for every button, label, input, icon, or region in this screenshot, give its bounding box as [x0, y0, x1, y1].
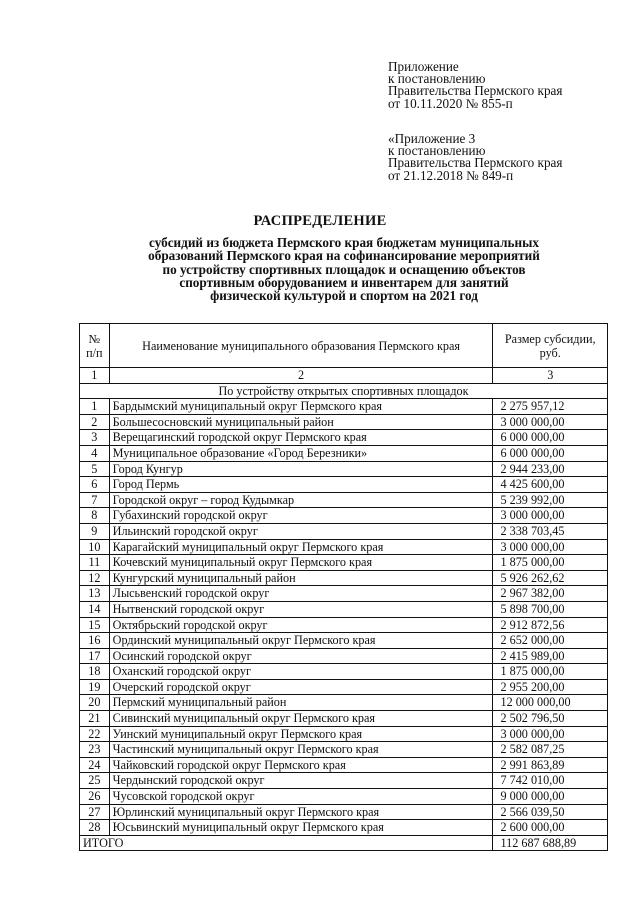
row-subsidy-amount: 2 600 000,00	[493, 820, 608, 836]
table-row	[80, 789, 608, 805]
annex-block	[388, 61, 562, 110]
row-number: 17	[80, 648, 110, 664]
annex3-line: от 21.12.2018 № 849-п	[388, 167, 514, 183]
table-row	[80, 742, 608, 758]
table-row	[80, 711, 608, 727]
row-municipality-name: Лысьвенский городской округ	[109, 586, 493, 602]
row-municipality-name: Ординский муниципальный округ Пермского края	[109, 633, 493, 649]
column-number-row	[80, 368, 608, 384]
row-subsidy-amount: 4 425 600,00	[493, 477, 608, 493]
row-subsidy-amount: 2 566 039,50	[493, 804, 608, 820]
row-subsidy-amount: 6 000 000,00	[493, 445, 608, 461]
row-municipality-name: Уинский муниципальный округ Пермского края	[109, 726, 493, 742]
row-subsidy-amount: 2 415 989,00	[493, 648, 608, 664]
table-row	[80, 679, 608, 695]
row-subsidy-amount: 9 000 000,00	[493, 789, 608, 805]
annex-line: Приложение	[388, 59, 459, 74]
row-municipality-name: Кочевский муниципальный округ Пермского края	[109, 555, 493, 571]
row-number: 27	[80, 804, 110, 820]
row-subsidy-amount: 3 000 000,00	[493, 726, 608, 742]
row-municipality-name: Сивинский муниципальный округ Пермского края	[109, 711, 493, 727]
row-number: 20	[80, 695, 110, 711]
subtitle-line: образований Пермского края на софинансирование мероприятий	[148, 248, 540, 264]
document-title: РАСПРЕДЕЛЕНИЕ	[253, 213, 387, 229]
header-number: № п/п	[80, 324, 110, 368]
row-number: 3	[80, 430, 110, 446]
annex3-block	[388, 133, 562, 182]
row-municipality-name: Юсьвинский муниципальный округ Пермского края	[109, 820, 493, 836]
header-amount: Размер субсидии, руб.	[493, 324, 608, 368]
row-number: 11	[80, 555, 110, 571]
table-row	[80, 430, 608, 446]
subsidy-table	[79, 323, 608, 851]
row-number: 28	[80, 820, 110, 836]
table-row	[80, 804, 608, 820]
table-row	[80, 508, 608, 524]
row-number: 12	[80, 570, 110, 586]
row-subsidy-amount: 2 652 000,00	[493, 633, 608, 649]
row-subsidy-amount: 2 944 233,00	[493, 461, 608, 477]
table-row	[80, 461, 608, 477]
row-municipality-name: Чердынский городской округ	[109, 773, 493, 789]
annex-line: к постановлению	[388, 71, 486, 87]
annex3-line: «Приложение 3	[388, 131, 476, 146]
table-row	[80, 539, 608, 555]
table-row	[80, 726, 608, 742]
table-row	[80, 414, 608, 430]
table-row	[80, 586, 608, 602]
row-municipality-name: Пермский муниципальный район	[109, 695, 493, 711]
row-subsidy-amount: 2 991 863,89	[493, 757, 608, 773]
row-municipality-name: Оханский городской округ	[109, 664, 493, 680]
row-municipality-name: Город Кунгур	[109, 461, 493, 477]
table-row	[80, 477, 608, 493]
row-number: 24	[80, 757, 110, 773]
row-subsidy-amount: 3 000 000,00	[493, 508, 608, 524]
row-number: 1	[80, 399, 110, 415]
row-subsidy-amount: 2 912 872,56	[493, 617, 608, 633]
row-municipality-name: Губахинский городской округ	[109, 508, 493, 524]
row-number: 6	[80, 477, 110, 493]
table-row	[80, 820, 608, 836]
row-municipality-name: Чайковский городской округ Пермского края	[109, 757, 493, 773]
row-municipality-name: Бардымский муниципальный округ Пермского края	[109, 399, 493, 415]
total-label: ИТОГО	[80, 835, 493, 851]
row-number: 19	[80, 679, 110, 695]
row-municipality-name: Нытвенский городской округ	[109, 601, 493, 617]
annex-line: от 10.11.2020 № 855-п	[388, 95, 513, 111]
row-municipality-name: Юрлинский муниципальный округ Пермского края	[109, 804, 493, 820]
total-amount: 112 687 688,89	[493, 835, 608, 851]
row-municipality-name: Чусовской городской округ	[109, 789, 493, 805]
row-municipality-name: Городской округ – город Кудымкар	[109, 492, 493, 508]
annex-line: Правительства Пермского края	[388, 83, 563, 99]
row-number: 8	[80, 508, 110, 524]
table-row	[80, 617, 608, 633]
row-subsidy-amount: 3 000 000,00	[493, 414, 608, 430]
row-number: 2	[80, 414, 110, 430]
row-number: 5	[80, 461, 110, 477]
document-subtitle	[96, 236, 592, 302]
row-subsidy-amount: 2 338 703,45	[493, 523, 608, 539]
row-municipality-name: Ильинский городской округ	[109, 523, 493, 539]
subtitle-line: спортивным оборудованием и инвентарем для занятий	[179, 274, 509, 290]
header-name: Наименование муниципального образования Пермского края	[109, 324, 493, 368]
row-number: 18	[80, 664, 110, 680]
table-row	[80, 648, 608, 664]
table-row	[80, 664, 608, 680]
table-row	[80, 445, 608, 461]
row-municipality-name: Муниципальное образование «Город Березники»	[109, 445, 493, 461]
row-subsidy-amount: 5 239 992,00	[493, 492, 608, 508]
column-number: 3	[493, 368, 608, 384]
row-municipality-name: Октябрьский городской округ	[109, 617, 493, 633]
row-subsidy-amount: 7 742 010,00	[493, 773, 608, 789]
table-row	[80, 773, 608, 789]
table-row	[80, 555, 608, 571]
row-number: 26	[80, 789, 110, 805]
row-municipality-name: Осинский городской округ	[109, 648, 493, 664]
row-municipality-name: Частинский муниципальный округ Пермского края	[109, 742, 493, 758]
table-row	[80, 633, 608, 649]
row-number: 9	[80, 523, 110, 539]
table-row	[80, 570, 608, 586]
table-row	[80, 757, 608, 773]
subtitle-line: по устройству спортивных площадок и оснащению объектов	[162, 261, 526, 277]
section-title: По устройству открытых спортивных площадок	[80, 383, 608, 399]
annex3-line: к постановлению	[388, 143, 486, 159]
row-number: 16	[80, 633, 110, 649]
row-number: 15	[80, 617, 110, 633]
table-row	[80, 492, 608, 508]
row-municipality-name: Карагайский муниципальный округ Пермского края	[109, 539, 493, 555]
table-header-row	[80, 324, 608, 368]
column-number: 2	[109, 368, 493, 384]
row-number: 14	[80, 601, 110, 617]
row-subsidy-amount: 1 875 000,00	[493, 555, 608, 571]
row-number: 25	[80, 773, 110, 789]
row-number: 13	[80, 586, 110, 602]
row-number: 10	[80, 539, 110, 555]
row-municipality-name: Большесосновский муниципальный район	[109, 414, 493, 430]
row-number: 7	[80, 492, 110, 508]
row-municipality-name: Кунгурский муниципальный район	[109, 570, 493, 586]
total-row	[80, 835, 608, 851]
table-row	[80, 523, 608, 539]
table-row	[80, 399, 608, 415]
row-subsidy-amount: 2 582 087,25	[493, 742, 608, 758]
row-subsidy-amount: 2 967 382,00	[493, 586, 608, 602]
row-subsidy-amount: 2 502 796,50	[493, 711, 608, 727]
annex3-line: Правительства Пермского края	[388, 155, 563, 171]
section-row	[80, 383, 608, 399]
row-subsidy-amount: 2 955 200,00	[493, 679, 608, 695]
table-row	[80, 601, 608, 617]
row-subsidy-amount: 5 898 700,00	[493, 601, 608, 617]
row-subsidy-amount: 3 000 000,00	[493, 539, 608, 555]
row-number: 21	[80, 711, 110, 727]
row-subsidy-amount: 1 875 000,00	[493, 664, 608, 680]
subtitle-line: субсидий из бюджета Пермского края бюджетам муниципальных	[149, 235, 539, 250]
row-number: 23	[80, 742, 110, 758]
row-municipality-name: Верещагинский городской округ Пермского края	[109, 430, 493, 446]
row-subsidy-amount: 6 000 000,00	[493, 430, 608, 446]
table-row	[80, 695, 608, 711]
row-subsidy-amount: 12 000 000,00	[493, 695, 608, 711]
row-subsidy-amount: 5 926 262,62	[493, 570, 608, 586]
subtitle-line: физической культурой и спортом на 2021 год	[210, 288, 478, 304]
row-number: 4	[80, 445, 110, 461]
row-municipality-name: Город Пермь	[109, 477, 493, 493]
row-number: 22	[80, 726, 110, 742]
row-subsidy-amount: 2 275 957,12	[493, 399, 608, 415]
row-municipality-name: Очерский городской округ	[109, 679, 493, 695]
column-number: 1	[80, 368, 110, 384]
